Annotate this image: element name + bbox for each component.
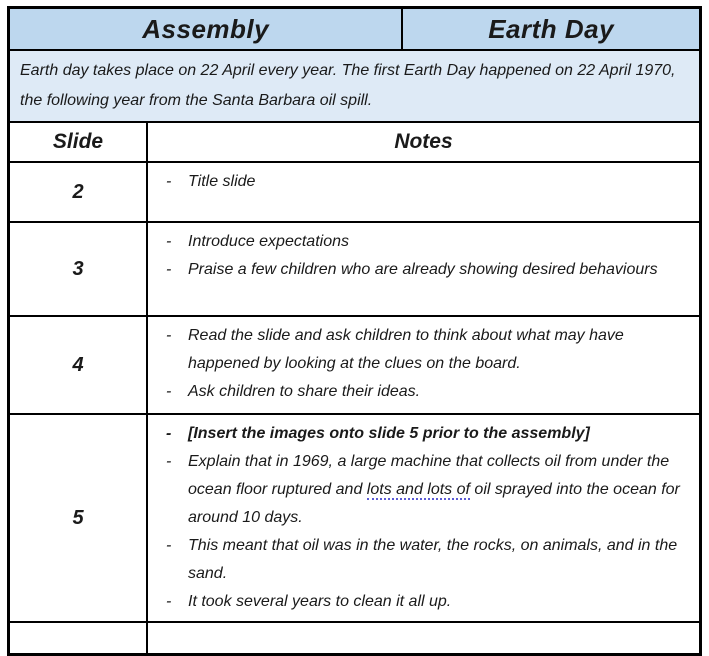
note-text: Praise a few children who are already showing desired behaviours [188, 261, 658, 278]
bullet-dash: - [166, 537, 172, 554]
table-row [10, 222, 699, 316]
header-title-assembly: Assembly [10, 9, 403, 49]
bullet-dash: - [166, 593, 172, 610]
note-text: Ask children to share their ideas. [188, 383, 421, 400]
note-text: Title slide [188, 173, 256, 190]
notes-cell [147, 622, 699, 653]
note-item [148, 588, 693, 616]
notes-cell [147, 414, 699, 622]
note-item [148, 228, 693, 256]
note-item [148, 448, 693, 532]
slide-number-cell: 4 [10, 316, 147, 414]
notes-cell [147, 316, 699, 414]
note-item [148, 168, 693, 196]
bullet-dash: - [166, 261, 172, 278]
note-item [148, 378, 693, 406]
notes-cell [147, 222, 699, 316]
column-header-notes: Notes [394, 130, 453, 153]
note-item [148, 322, 693, 378]
table-row [10, 414, 699, 622]
bullet-dash: - [166, 453, 172, 470]
bullet-dash: - [166, 233, 172, 250]
bullet-dash: - [166, 425, 172, 442]
slide-number-cell [10, 622, 147, 653]
slide-number-cell: 2 [10, 162, 147, 222]
bullet-dash: - [166, 327, 172, 344]
note-text: Read the slide and ask children to think about what may have happened by looking at the clues on the board. [188, 327, 624, 372]
column-header-slide: Slide [10, 123, 147, 162]
underlined-text: lots and lots of [366, 481, 470, 498]
note-text: Introduce expectations [188, 233, 349, 250]
note-item [148, 532, 693, 588]
slide-number-cell: 5 [10, 414, 147, 622]
table-header-row [10, 123, 699, 162]
table-row [10, 316, 699, 414]
note-item [148, 256, 693, 284]
bullet-dash: - [166, 173, 172, 190]
slide-number-cell: 3 [10, 222, 147, 316]
note-text: This meant that oil was in the water, the rocks, on animals, and in the sand. [188, 537, 678, 582]
document-header [10, 9, 699, 51]
bullet-dash: - [166, 383, 172, 400]
assembly-document [7, 6, 702, 656]
slide-notes-table [10, 123, 699, 653]
note-text: It took several years to clean it all up. [188, 593, 452, 610]
header-title-earth-day: Earth Day [488, 13, 615, 44]
notes-cell [147, 162, 699, 222]
note-text: Explain that in 1969, a large machine that collects oil from under the ocean floor ruptured and lots and lots of oil sprayed into the ocean for around 10 days. [188, 453, 680, 526]
table-row [10, 162, 699, 222]
partial-table-row [10, 622, 699, 653]
note-text: [Insert the images onto slide 5 prior to the assembly] [188, 425, 590, 442]
intro-paragraph: Earth day takes place on 22 April every year. The first Earth Day happened on 22 April 1970, the following year from the Santa Barbara oil spill. [10, 51, 699, 123]
slide-table-body [10, 162, 699, 653]
note-item [148, 420, 693, 448]
